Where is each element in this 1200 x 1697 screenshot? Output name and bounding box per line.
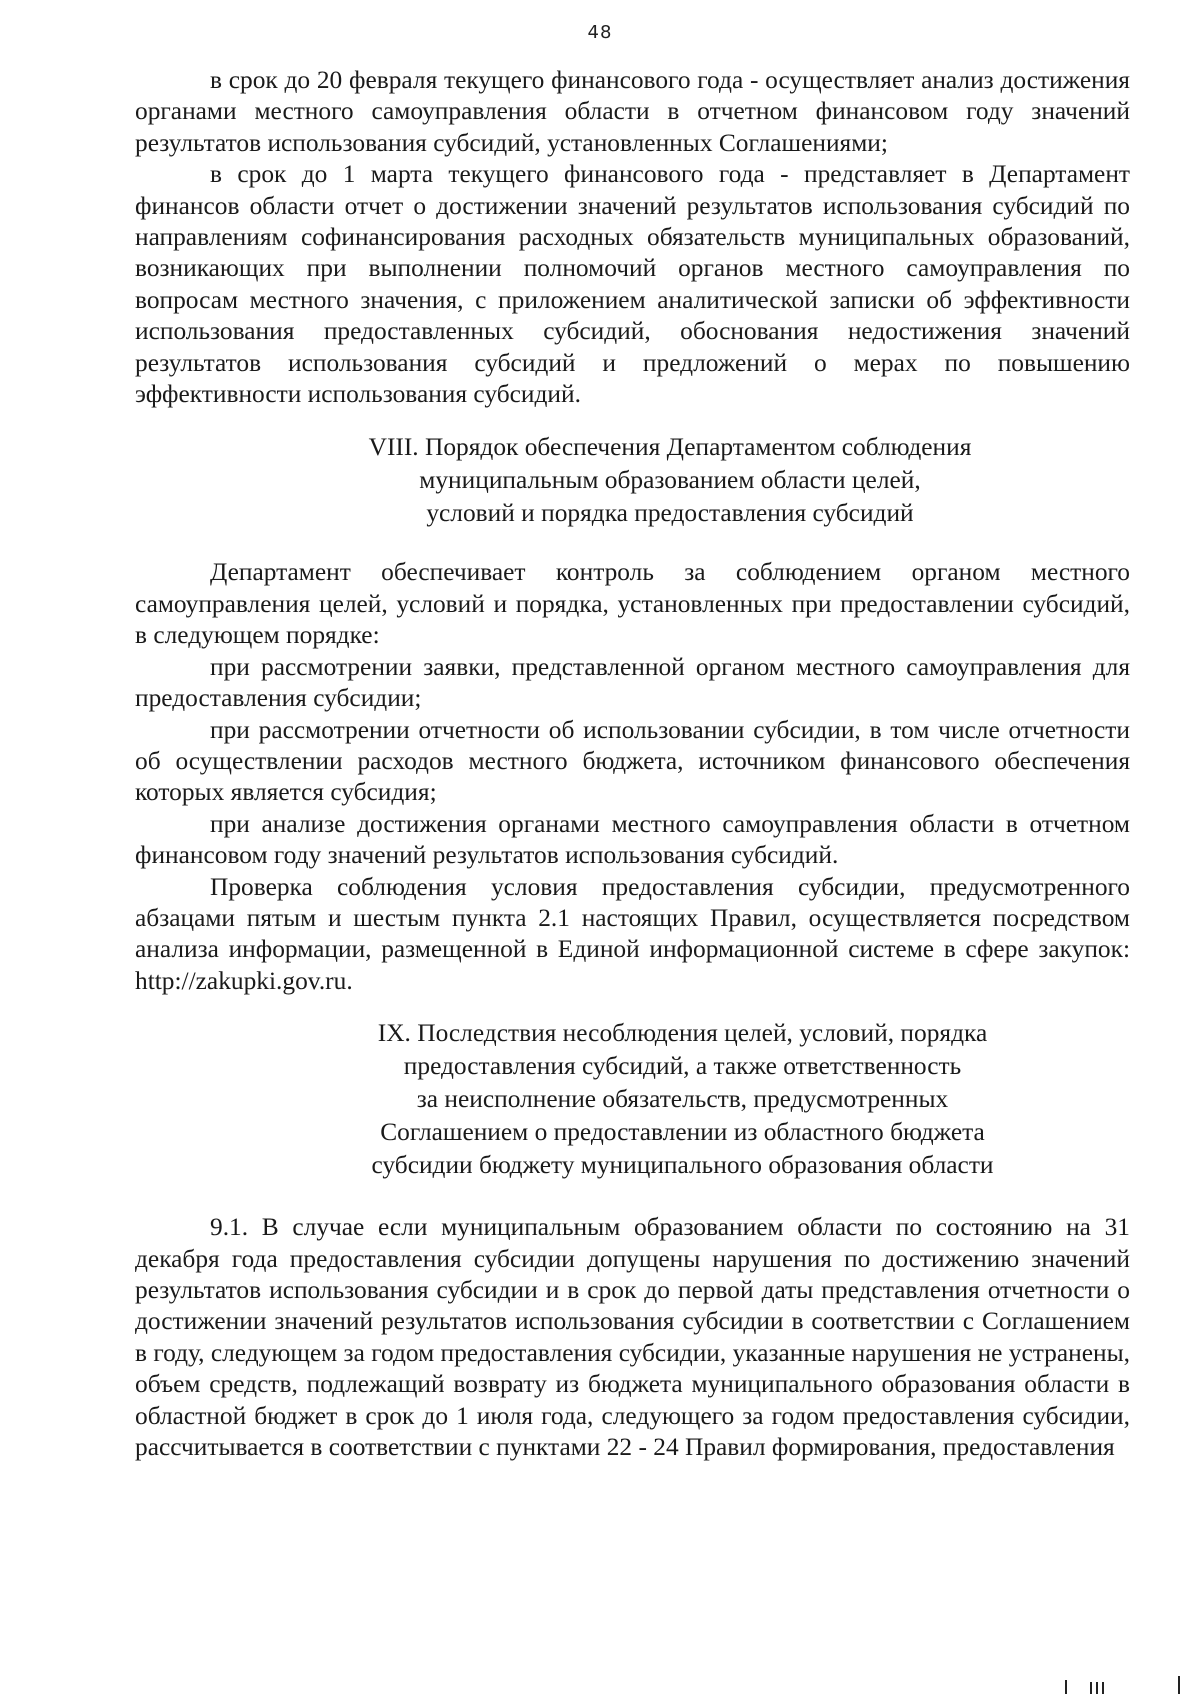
page-number: 48 — [587, 22, 613, 43]
section-8-paragraph: при рассмотрении отчетности об использовании субсидии, в том числе отчетности об осуществлении расходов местного бюджета, источником финансового обеспечения которых является субсидия; — [135, 715, 1130, 807]
document-body — [135, 65, 1130, 1463]
section-9-paragraph-9-1: 9.1. В случае если муниципальным образованием области по состоянию на 31 декабря года предоставления субсидии допущены нарушения по достижению значений результатов использования субсидии и в срок до первой даты представления отчетности о достижении значений результатов использования субсидии в соответствии с Соглашением в году, следующем за годом предоставления субсидии, указанные нарушения не устранены, объем средств, подлежащий возврату из бюджета муниципального образования области в областной бюджет в срок до 1 июля года, следующего за годом предоставления субсидии, рассчитывается в соответствии с пунктами 22 - 24 Правил формирования, предоставления — [135, 1213, 1130, 1461]
section-8-heading — [135, 431, 1130, 530]
section-8-paragraph: Департамент обеспечивает контроль за соблюдением органом местного самоуправления целей, условий и порядка, установленных при предоставлении субсидий, в следующем порядке: — [135, 558, 1130, 650]
scan-mark — [1102, 1682, 1104, 1694]
section-8-heading-line: условий и порядка предоставления субсидий — [426, 499, 914, 528]
section-9-heading-line: Соглашением о предоставлении из областного бюджета — [380, 1118, 985, 1147]
section-8-heading-line: муниципальным образованием области целей, — [419, 466, 921, 495]
section-8-paragraph: при анализе достижения органами местного самоуправления области в отчетном финансовом году значений результатов использования субсидий. — [135, 809, 1130, 870]
section-9-heading-line: IX. Последствия несоблюдения целей, условий, порядка — [377, 1019, 988, 1048]
section-9-heading — [135, 1017, 1130, 1182]
section-9-heading-line: субсидии бюджету муниципального образования области — [371, 1151, 994, 1180]
section-8-heading-line: VIII. Порядок обеспечения Департаментом соблюдения — [368, 433, 972, 462]
paragraph-analysis-deadline: в срок до 20 февраля текущего финансового года - осуществляет анализ достижения органами местного самоуправления области в отчетном финансовом году значений результатов использования субсидий, установленных Соглашениями; — [135, 66, 1130, 157]
section-8-paragraph: Проверка соблюдения условия предоставления субсидии, предусмотренного абзацами пятым и шестым пункта 2.1 настоящих Правил, осуществляется посредством анализа информации, размещенной в Единой информационной системе в сфере закупок: http://zakupki.gov.ru. — [135, 872, 1130, 995]
scan-mark — [1065, 1680, 1067, 1694]
section-9-heading-line: за неисполнение обязательств, предусмотренных — [416, 1085, 949, 1114]
scan-mark — [1178, 1676, 1180, 1694]
scan-mark — [1096, 1682, 1098, 1694]
scan-mark — [1090, 1682, 1092, 1694]
section-8-paragraph: при рассмотрении заявки, представленной органом местного самоуправления для предоставления субсидии; — [135, 652, 1130, 713]
section-9-heading-line: предоставления субсидий, а также ответственность — [403, 1052, 962, 1081]
paragraph-report-deadline: в срок до 1 марта текущего финансового года - представляет в Департамент финансов области отчет о достижении значений результатов использования субсидий по направлениям софинансирования расходных обязательств муниципальных образований, возникающих при выполнении полномочий органов местного самоуправления по вопросам местного значения, с приложением аналитической записки об эффективности использования предоставленных субсидий, обоснования недостижения значений результатов использования субсидий и предложений о мерах по повышению эффективности использования субсидий. — [135, 160, 1130, 409]
